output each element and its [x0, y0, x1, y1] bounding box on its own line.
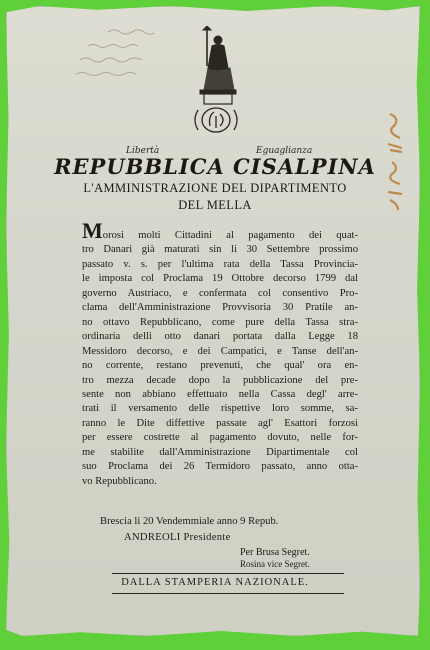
vice-secretary-signature: Rosina vice Segret.	[240, 559, 310, 569]
motto-equality: Eguaglianza	[256, 146, 313, 156]
divider-top	[112, 573, 344, 574]
body-line: no corrente, restano prevenuti, che qual' ora en-	[82, 360, 358, 372]
body-line: Messidoro decorso, e dei Campatici, e Tanse dell'an-	[82, 345, 358, 357]
body-line: trati il versamento delle rispettive loro somme, sa-	[82, 403, 358, 415]
body-line: clama dell'Amministrazione Provvisoria 30 Pratile an-	[82, 302, 358, 314]
body-line: ordinaria delli otto danari portata dalla Legge 18	[82, 331, 358, 343]
divider-bottom	[112, 593, 344, 594]
secretary-signature: Per Brusa Segret.	[240, 547, 310, 558]
body-line: tro mezza decade dopo la pubblicazione del pre-	[82, 374, 358, 386]
subtitle-administration: L'AMMINISTRAZIONE DEL DIPARTIMENTO	[83, 181, 347, 195]
printer-imprint: DALLA STAMPERIA NAZIONALE.	[121, 577, 309, 588]
body-line: Morosi molti Cittadini al pagamento dei quat-	[82, 218, 358, 243]
president-signature: ANDREOLI Presidente	[124, 532, 231, 543]
date-line: Brescia li 20 Vendemmiale anno 9 Repub.	[100, 516, 279, 527]
subtitle-department: DEL MELLA	[178, 198, 252, 212]
republic-emblem-icon	[184, 26, 248, 138]
body-line: per essere costrette al pagamento dovuto, nelle for-	[82, 432, 358, 444]
proclamation-body	[82, 218, 358, 489]
body-line: tro Danari già maturati sin li 30 Settembre prossimo	[82, 244, 358, 256]
body-line: governo Austriaco, e confermata col consentivo Pro-	[82, 287, 358, 299]
motto-liberty: Libertà	[126, 146, 160, 156]
body-line: me stabilite dall'Amministrazione Dipartimentale col	[82, 446, 358, 458]
body-line: sente non abbiano effettuato nella Cassa degl' arre-	[82, 388, 358, 400]
handwritten-marginalia	[18, 24, 168, 94]
body-line: suo Proclama dei 26 Termidoro passato, anno otta-	[82, 461, 358, 473]
body-line: vo Repubblicano.	[82, 475, 157, 487]
body-line: le imposta col Proclama 19 Ottobre decorso 1799 dal	[82, 273, 358, 285]
drop-cap: M	[82, 218, 103, 243]
page-title: REPUBBLICA CISALPINA	[54, 154, 376, 179]
body-line: passato v. s. per l'ultima rata della Tassa Provincia-	[82, 258, 358, 270]
body-line: ranno le Dite diffettive passate agl' Esattori forzosi	[82, 417, 358, 429]
body-line: no ottavo Repubblicano, come pure della Tassa stra-	[82, 316, 358, 328]
